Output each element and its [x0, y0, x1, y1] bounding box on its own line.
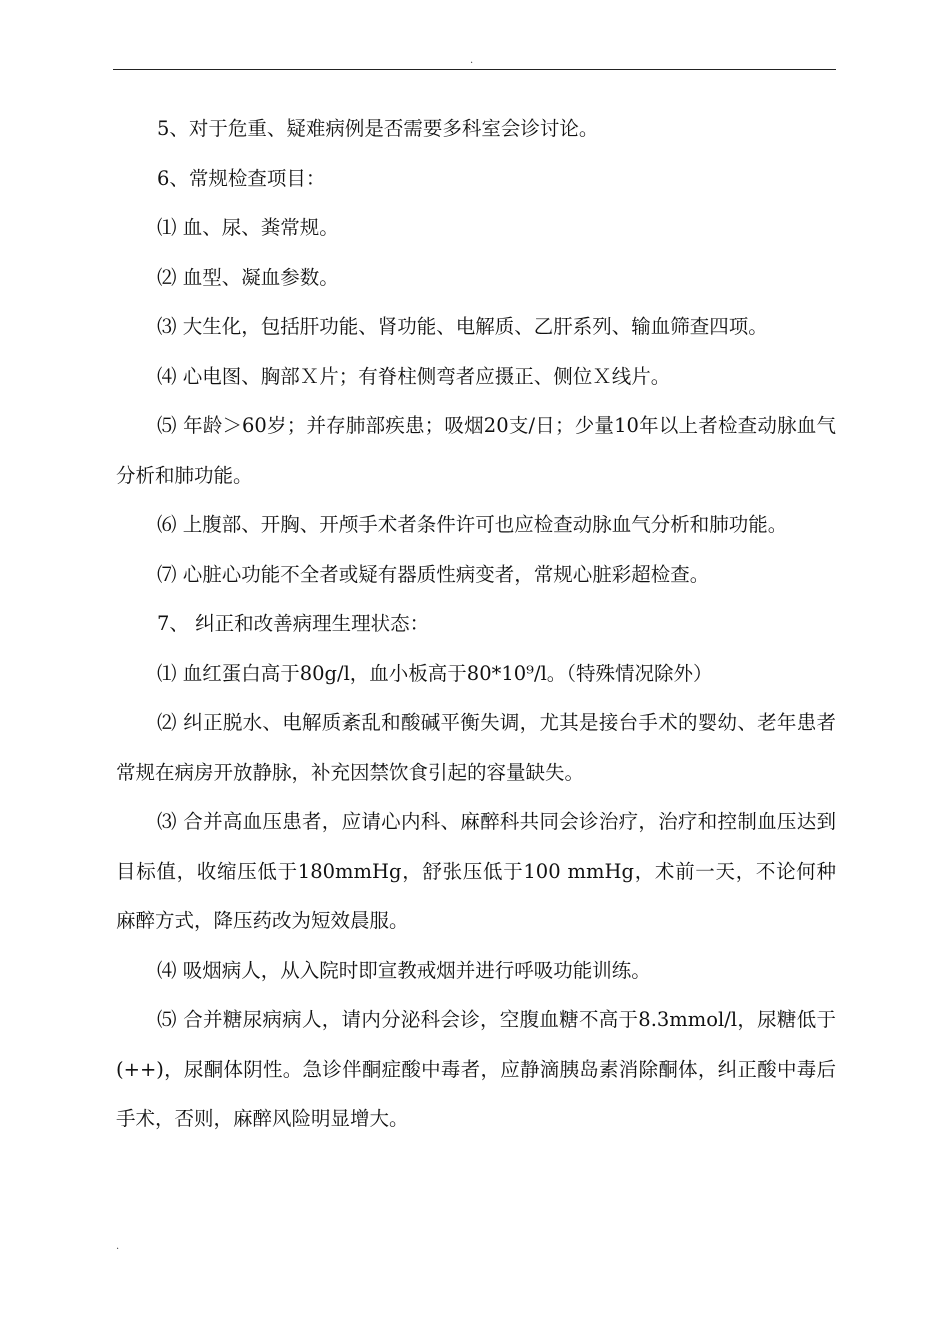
footer-mark: .	[116, 1241, 120, 1252]
paragraph-exam-3: ⑶ 大生化，包括肝功能、肾功能、电解质、乙肝系列、输血筛查四项。	[157, 315, 768, 338]
paragraph-correction-1: ⑴ 血红蛋白高于80g/l，血小板高于80*10⁹/l。（特殊情况除外）	[157, 661, 713, 685]
paragraph-correction-4: ⑷ 吸烟病人，从入院时即宣教戒烟并进行呼吸功能训练。	[157, 958, 651, 982]
paragraph-exam-2: ⑵ 血型、凝血参数。	[157, 265, 339, 289]
paragraph-exam-5: ⑸ 年龄＞60岁；并存肺部疾患；吸烟20支/日；少量10年以上者检查动脉血气分析和肺功能。	[116, 414, 836, 487]
paragraph-exam-6: ⑹ 上腹部、开胸、开颅手术者条件许可也应检查动脉血气分析和肺功能。	[157, 513, 788, 536]
paragraph-item-6-routine-exams: 6、常规检查项目：	[157, 166, 326, 190]
paragraph-exam-1: ⑴ 血、尿、粪常规。	[157, 216, 339, 239]
header-mark: .	[470, 55, 474, 66]
header-rule	[113, 69, 836, 70]
paragraph-item-5-consultation: 5、对于危重、疑难病例是否需要多科室会诊讨论。	[157, 117, 599, 140]
paragraph-correction-5: ⑸ 合并糖尿病病人，请内分泌科会诊，空腹血糖不高于8.3mmol/l，尿糖低于(++)，尿酮体阴性。急诊伴酮症酸中毒者，应静滴胰岛素消除酮体，纠正酸中毒后手术，否则，麻醉风险明显增大。	[116, 1008, 836, 1130]
paragraph-correction-2: ⑵ 纠正脱水、电解质紊乱和酸碱平衡失调，尤其是接台手术的婴幼、老年患者常规在病房开放静脉，补充因禁饮食引起的容量缺失。	[116, 711, 836, 784]
paragraph-exam-7: ⑺ 心脏心功能不全者或疑有器质性病变者，常规心脏彩超检查。	[157, 562, 710, 586]
paragraph-exam-4: ⑷ 心电图、胸部Ｘ片；有脊柱侧弯者应摄正、侧位Ｘ线片。	[157, 364, 671, 388]
paragraph-item-7-correction: 7、 纠正和改善病理生理状态：	[157, 612, 430, 635]
paragraph-correction-3: ⑶ 合并高血压患者，应请心内科、麻醉科共同会诊治疗，治疗和控制血压达到目标值，收缩压低于180mmHg，舒张压低于100 mmHg，术前一天，不论何种麻醉方式，降压药改为短效晨服。	[116, 810, 836, 932]
document-body	[116, 104, 836, 1144]
